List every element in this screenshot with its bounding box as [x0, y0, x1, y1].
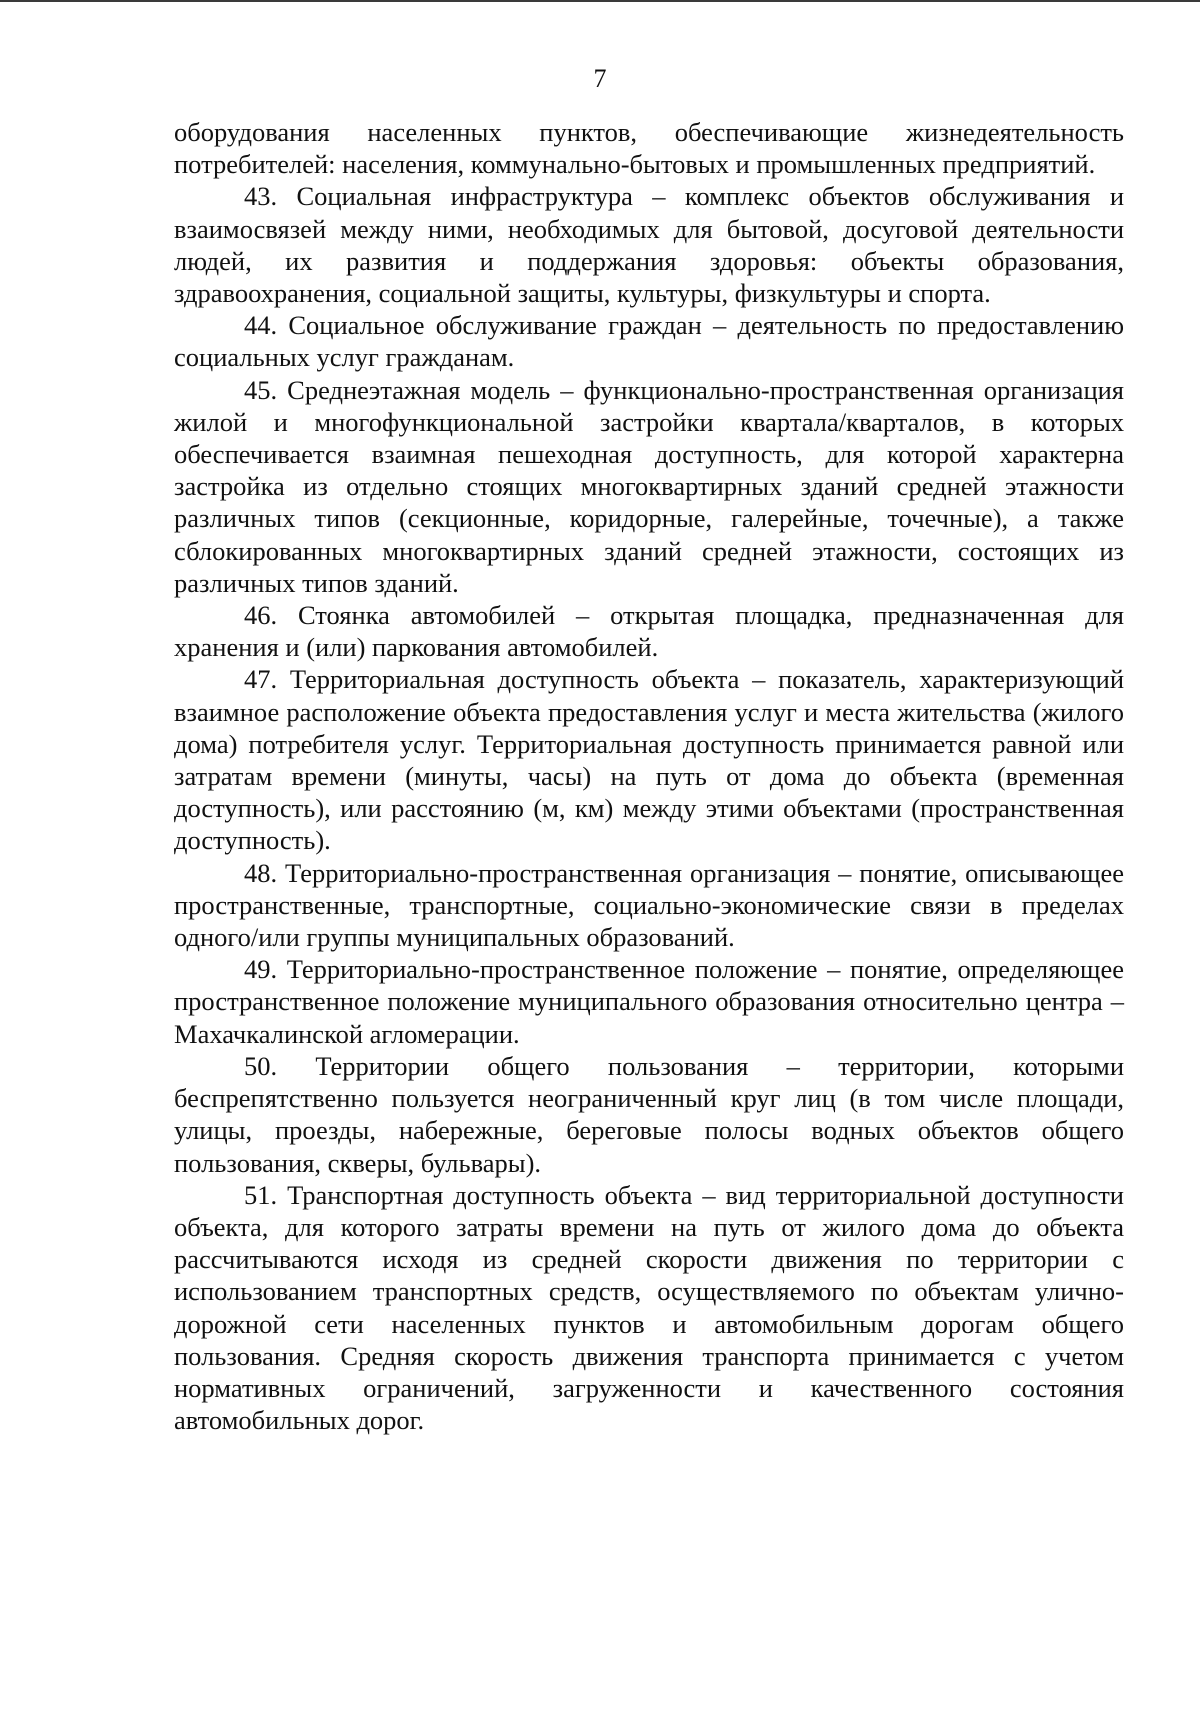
paragraph-48-territorial-spatial-organization: 48. Территориально-пространственная организация – понятие, описывающее пространственные, транспортные, социально-экономические связи в пределах одного/или группы муниципальных образований. [174, 857, 1124, 953]
paragraph-49-territorial-spatial-position: 49. Территориально-пространственное положение – понятие, определяющее пространственное положение муниципального образования относительно центра – Махачкалинской агломерации. [174, 954, 1124, 1049]
paragraph-45-mid-rise-model: 45. Среднеэтажная модель – функционально-пространственная организация жилой и многофункциональной застройки квартала/кварталов, в которых обеспечивается взаимная пешеходная доступность, для которой характерна застройка из отдельно стоящих многоквартирных зданий средней этажности различных типов (секционные, коридорные, галерейные, точечные), а также сблокированных многоквартирных зданий средней этажности, состоящих из различных типов зданий. [174, 374, 1124, 598]
paragraph-50-public-territories: 50. Территории общего пользования – территории, которыми беспрепятственно пользуется неограниченный круг лиц (в том числе площади, улицы, проезды, набережные, береговые полосы водных объектов общего пользования, скверы, бульвары). [174, 1050, 1124, 1178]
paragraph-51-transport-accessibility: 51. Транспортная доступность объекта – вид территориальной доступности объекта, для которого затраты времени на путь от жилого дома до объекта рассчитываются исходя из средней скорости движения по территории с использованием транспортных средств, осуществляемого по объектам улично-дорожной сети населенных пунктов и автомобильным дорогам общего пользования. Средняя скорость движения транспорта принимается с учетом нормативных ограничений, загруженности и качественного состояния автомобильных дорог. [174, 1179, 1124, 1436]
paragraph-43-social-infrastructure: 43. Социальная инфраструктура – комплекс объектов обслуживания и взаимосвязей между ними, необходимых для бытовой, досуговой деятельности людей, их развития и поддержания здоровья: объекты образования, здравоохранения, социальной защиты, культуры, физкультуры и спорта. [174, 181, 1124, 309]
paragraph-47-territorial-accessibility: 47. Территориальная доступность объекта – показатель, характеризующий взаимное расположение объекта предоставления услуг и места жительства (жилого дома) потребителя услуг. Территориальная доступность принимается равной или затратам времени (минуты, часы) на путь от дома до объекта (временная доступность), или расстоянию (м, км) между этими объектами (пространственная доступность). [174, 664, 1124, 856]
paragraph-continuation: оборудования населенных пунктов, обеспечивающие жизнедеятельность потребителей: населения, коммунально-бытовых и промышленных предприятий. [174, 117, 1124, 180]
document-body [174, 116, 1124, 1436]
scan-top-edge [0, 0, 1200, 2]
paragraph-46-car-parking: 46. Стоянка автомобилей – открытая площадка, предназначенная для хранения и (или) паркования автомобилей. [174, 600, 1124, 663]
paragraph-44-social-service: 44. Социальное обслуживание граждан – деятельность по предоставлению социальных услуг гражданам. [174, 310, 1124, 373]
page-number: 7 [593, 64, 607, 93]
